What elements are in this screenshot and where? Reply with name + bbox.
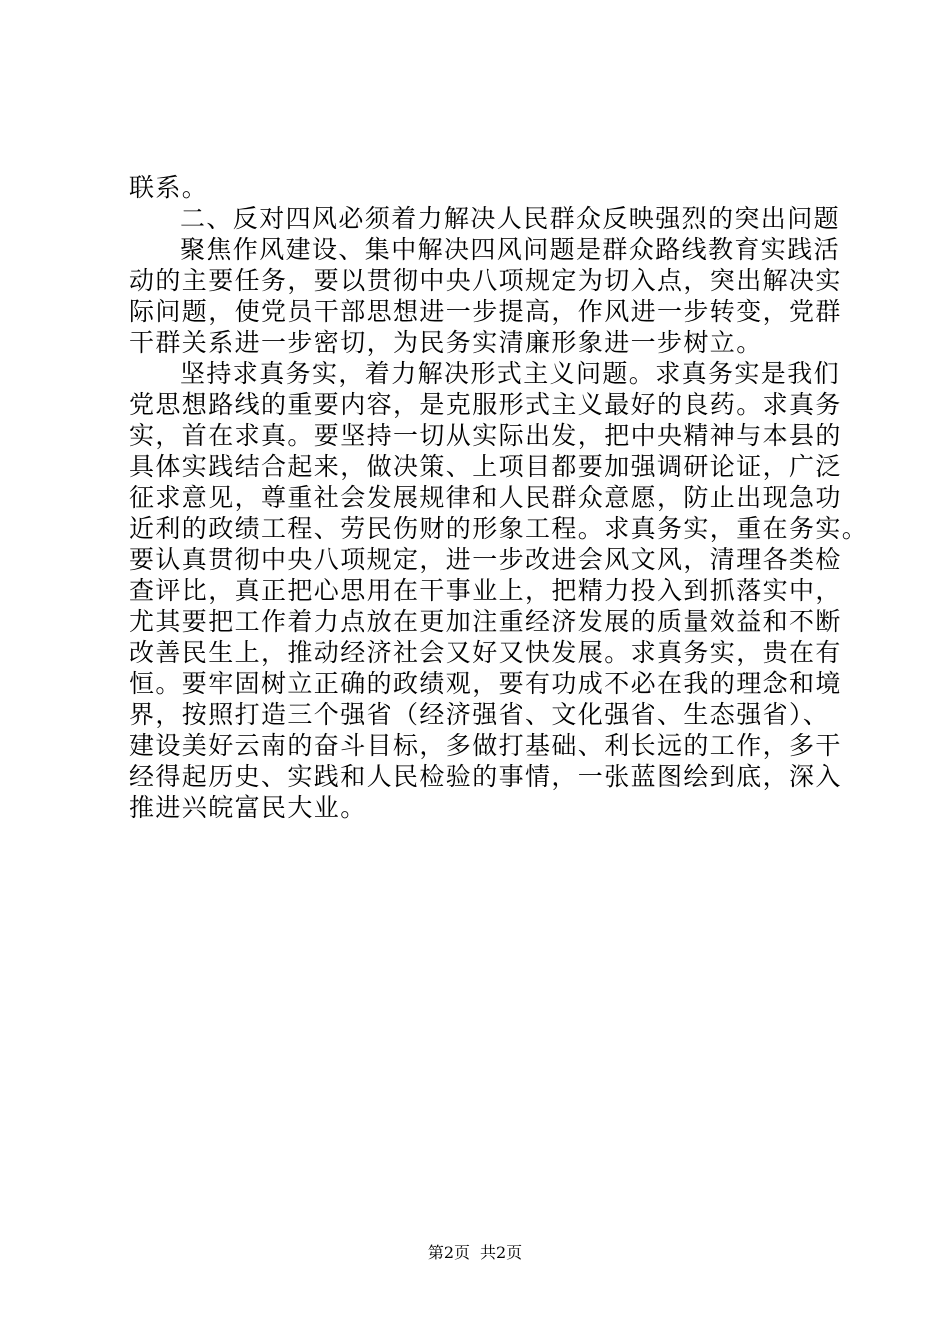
section-heading: 二、反对四风必须着力解决人民群众反映强烈的突出问题 xyxy=(180,204,841,233)
text-line: 党思想路线的重要内容，是克服形式主义最好的良药。求真务 xyxy=(129,390,842,419)
text-line: 推进兴皖富民大业。 xyxy=(129,793,367,822)
text-line: 际问题，使党员干部思想进一步提高，作风进一步转变，党群 xyxy=(129,297,842,326)
text-line: 具体实践结合起来，做决策、上项目都要加强调研论证，广泛 xyxy=(129,452,842,481)
text-line: 联系。 xyxy=(129,173,209,202)
page-number-current: 第2页 xyxy=(427,1243,470,1262)
page-footer xyxy=(0,1243,950,1263)
text-line: 征求意见，尊重社会发展规律和人民群众意愿，防止出现急功 xyxy=(129,483,842,512)
text-line: 查评比，真正把心思用在干事业上，把精力投入到抓落实中， xyxy=(129,576,842,605)
text-line: 要认真贯彻中央八项规定，进一步改进会风文风，清理各类检 xyxy=(129,545,842,574)
text-line: 尤其要把工作着力点放在更加注重经济发展的质量效益和不断 xyxy=(129,607,842,636)
text-line: 动的主要任务，要以贯彻中央八项规定为切入点，突出解决实 xyxy=(129,266,842,295)
page-number-total: 共2页 xyxy=(480,1243,523,1262)
text-line: 恒。要牢固树立正确的政绩观，要有功成不必在我的理念和境 xyxy=(129,669,842,698)
text-line: 坚持求真务实，着力解决形式主义问题。求真务实是我们 xyxy=(180,359,841,388)
text-line: 干群关系进一步密切，为民务实清廉形象进一步树立。 xyxy=(129,328,763,357)
text-line: 近利的政绩工程、劳民伤财的形象工程。求真务实，重在务实。 xyxy=(129,514,869,543)
text-line: 经得起历史、实践和人民检验的事情，一张蓝图绘到底，深入 xyxy=(129,762,842,791)
text-line: 建设美好云南的奋斗目标，多做打基础、利长远的工作，多干 xyxy=(129,731,842,760)
text-line: 界，按照打造三个强省（经济强省、文化强省、生态强省）、 xyxy=(129,700,830,729)
text-line: 聚焦作风建设、集中解决四风问题是群众路线教育实践活 xyxy=(180,235,841,264)
text-line: 改善民生上，推动经济社会又好又快发展。求真务实，贵在有 xyxy=(129,638,842,667)
text-line: 实，首在求真。要坚持一切从实际出发，把中央精神与本县的 xyxy=(129,421,842,450)
document-body xyxy=(129,172,869,823)
